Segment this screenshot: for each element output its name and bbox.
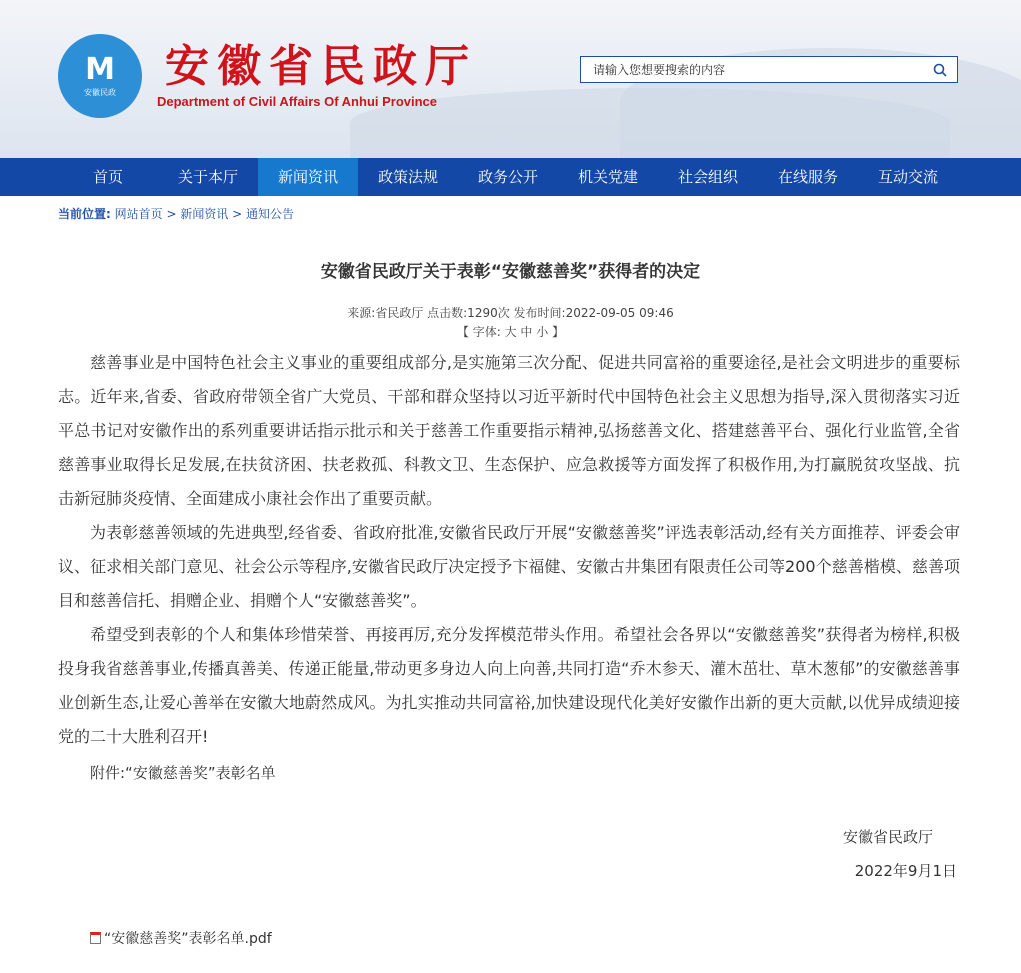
site-header: [0, 0, 1021, 158]
breadcrumb-news[interactable]: 新闻资讯: [180, 207, 229, 221]
breadcrumb-label: 当前位置:: [58, 207, 111, 221]
search-button[interactable]: [923, 57, 957, 82]
nav-policy[interactable]: 政策法规: [377, 168, 438, 186]
article-body: [58, 346, 960, 754]
article-paragraph: 希望受到表彰的个人和集体珍惜荣誉、再接再厉,充分发挥模范带头作用。希望社会各界以“安徽慈善奖”获得者为榜样,积极投身我省慈善事业,传播真善美、传递正能量,带动更多身边人向上向善,共同打造“乔木参天、灌木茁壮、草木葱郁”的安徽慈善事业创新生态,让爱心善举在安徽大地蔚然成风。为扎实推动共同富裕,加快建设现代化美好安徽作出新的更大贡献,以优异成绩迎接党的二十大胜利召开!: [58, 625, 960, 746]
site-title: 安徽省民政厅: [165, 41, 477, 92]
signature-date: 2022年9月1日: [854, 862, 957, 880]
breadcrumb-separator: >: [228, 207, 247, 221]
nav-gov-affairs[interactable]: 政务公开: [477, 168, 538, 186]
signature: 安徽省民政厅: [842, 828, 933, 846]
nav-home[interactable]: 首页: [92, 168, 123, 186]
attachment-link[interactable]: [90, 928, 272, 948]
article-meta: 来源:省民政厅 点击数:1290次 发布时间:2022-09-05 09:46: [347, 306, 674, 320]
site-logo[interactable]: [58, 34, 142, 118]
nav-party[interactable]: 机关党建: [577, 168, 638, 186]
main-nav: [0, 158, 1021, 196]
nav-social-org[interactable]: 社会组织: [677, 168, 738, 186]
font-size-selector: [0, 323, 1021, 340]
site-title-english: Department of Civil Affairs Of Anhui Province: [157, 94, 438, 109]
font-size-label: 【 字体:: [456, 325, 501, 339]
logo-mark: M: [85, 51, 115, 87]
font-size-large[interactable]: 大: [504, 325, 517, 339]
nav-online-service[interactable]: 在线服务: [777, 168, 838, 186]
search-icon: [933, 63, 947, 77]
search-box: [580, 56, 958, 83]
search-input[interactable]: [581, 63, 923, 77]
attachment-note: 附件:“安徽慈善奖”表彰名单: [90, 764, 276, 782]
font-size-end: 】: [552, 325, 565, 339]
nav-interaction[interactable]: 互动交流: [877, 168, 938, 186]
font-size-small[interactable]: 小: [536, 325, 549, 339]
article-paragraph: 慈善事业是中国特色社会主义事业的重要组成部分,是实施第三次分配、促进共同富裕的重要途径,是社会文明进步的重要标志。近年来,省委、省政府带领全省广大党员、干部和群众坚持以习近平新时代中国特色社会主义思想为指导,深入贯彻落实习近平总书记对安徽作出的系列重要讲话指示批示和关于慈善工作重要指示精神,弘扬慈善文化、搭建慈善平台、强化行业监管,全省慈善事业取得长足发展,在扶贫济困、扶老救孤、科教文卫、生态保护、应急救援等方面发挥了积极作用,为打赢脱贫攻坚战、抗击新冠肺炎疫情、全面建成小康社会作出了重要贡献。: [58, 353, 960, 508]
breadcrumb-home[interactable]: 网站首页: [114, 207, 163, 221]
nav-news[interactable]: 新闻资讯: [258, 158, 358, 196]
nav-about[interactable]: 关于本厅: [177, 168, 238, 186]
breadcrumb: [0, 196, 1021, 222]
breadcrumb-separator: >: [162, 207, 181, 221]
breadcrumb-notices[interactable]: 通知公告: [246, 207, 295, 221]
logo-text: 安徽民政: [84, 87, 116, 97]
attachment-filename: “安徽慈善奖”表彰名单.pdf: [104, 931, 272, 947]
article-paragraph: 为表彰慈善领域的先进典型,经省委、省政府批准,安徽省民政厅开展“安徽慈善奖”评选表彰活动,经有关方面推荐、评委会审议、征求相关部门意见、社会公示等程序,安徽省民政厅决定授予卞福健、安徽古井集团有限责任公司等200个慈善楷模、慈善项目和慈善信托、捐赠企业、捐赠个人“安徽慈善奖”。: [58, 523, 960, 610]
pdf-icon: [90, 932, 101, 944]
font-size-medium[interactable]: 中: [520, 325, 533, 339]
article-title: 安徽省民政厅关于表彰“安徽慈善奖”获得者的决定: [320, 262, 701, 282]
